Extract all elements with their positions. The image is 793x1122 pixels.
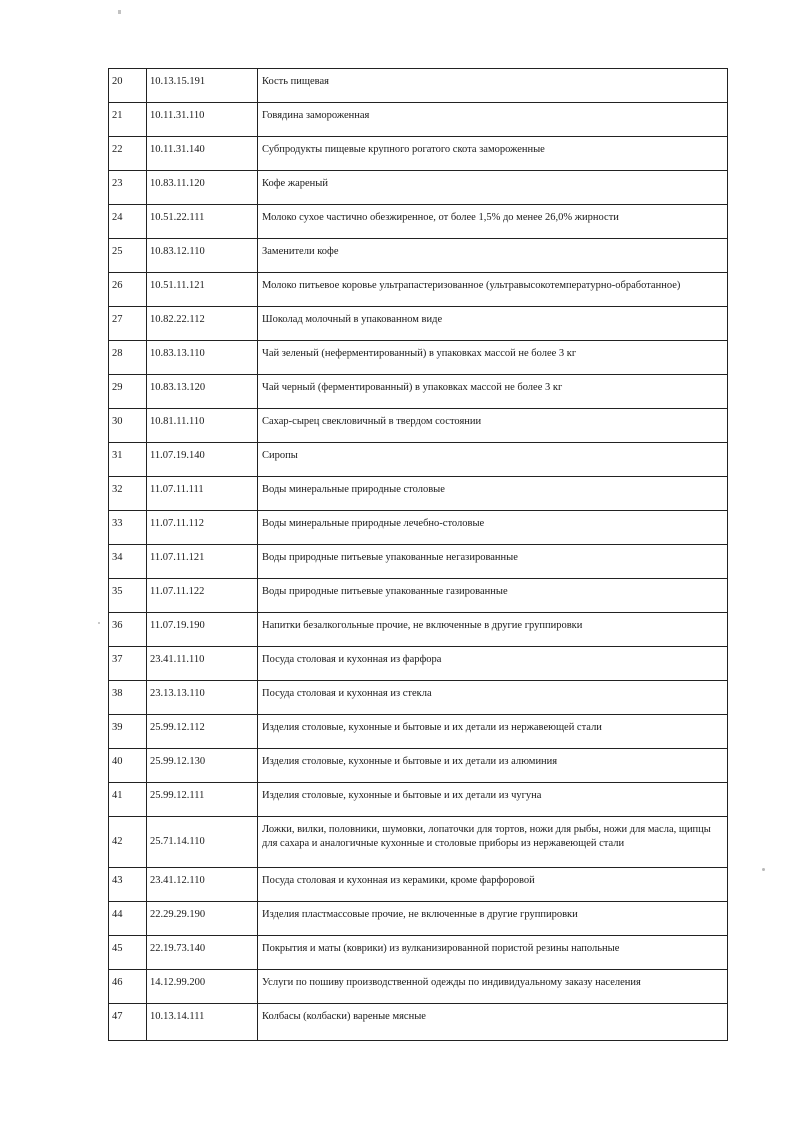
table-row — [109, 69, 728, 103]
row-number-cell: 20 — [109, 69, 147, 103]
okpd-code-cell: 11.07.19.190 — [147, 613, 258, 647]
row-number-cell: 29 — [109, 375, 147, 409]
item-name-cell: Посуда столовая и кухонная из керамики, кроме фарфоровой — [258, 868, 728, 902]
row-number-cell: 25 — [109, 239, 147, 273]
item-name-cell: Изделия пластмассовые прочие, не включенные в другие группировки — [258, 902, 728, 936]
okpd-code-cell: 11.07.11.122 — [147, 579, 258, 613]
scan-speck — [98, 622, 100, 624]
row-number-cell: 41 — [109, 783, 147, 817]
table-row — [109, 936, 728, 970]
row-number-cell: 33 — [109, 511, 147, 545]
scan-mark — [118, 10, 121, 14]
okpd-code-cell: 23.41.11.110 — [147, 647, 258, 681]
item-name-cell: Изделия столовые, кухонные и бытовые и их детали из чугуна — [258, 783, 728, 817]
okpd-code-cell: 10.82.22.112 — [147, 307, 258, 341]
row-number-cell: 44 — [109, 902, 147, 936]
table-row — [109, 409, 728, 443]
okpd-code-cell: 25.99.12.130 — [147, 749, 258, 783]
table-row — [109, 273, 728, 307]
row-number-cell: 34 — [109, 545, 147, 579]
item-name-cell: Посуда столовая и кухонная из стекла — [258, 681, 728, 715]
row-number-cell: 38 — [109, 681, 147, 715]
row-number-cell: 22 — [109, 137, 147, 171]
table-body — [109, 69, 728, 1041]
okpd-code-cell: 10.83.13.110 — [147, 341, 258, 375]
scan-speck — [762, 868, 765, 871]
table-row — [109, 613, 728, 647]
okpd-code-cell: 11.07.11.112 — [147, 511, 258, 545]
table-row — [109, 970, 728, 1004]
okpd-code-cell: 11.07.11.111 — [147, 477, 258, 511]
row-number-cell: 39 — [109, 715, 147, 749]
okpd-code-cell: 11.07.11.121 — [147, 545, 258, 579]
table-row — [109, 477, 728, 511]
table-row — [109, 103, 728, 137]
table-row — [109, 868, 728, 902]
item-name-cell: Кость пищевая — [258, 69, 728, 103]
item-name-cell: Посуда столовая и кухонная из фарфора — [258, 647, 728, 681]
okpd-codes-table — [108, 68, 728, 1041]
okpd-code-cell: 10.13.14.111 — [147, 1004, 258, 1041]
table-row — [109, 902, 728, 936]
table-row — [109, 749, 728, 783]
okpd-code-cell: 22.19.73.140 — [147, 936, 258, 970]
row-number-cell: 27 — [109, 307, 147, 341]
okpd-code-cell: 25.99.12.111 — [147, 783, 258, 817]
okpd-code-cell: 23.41.12.110 — [147, 868, 258, 902]
okpd-code-cell: 10.83.11.120 — [147, 171, 258, 205]
item-name-cell: Воды минеральные природные столовые — [258, 477, 728, 511]
row-number-cell: 26 — [109, 273, 147, 307]
row-number-cell: 24 — [109, 205, 147, 239]
item-name-cell: Субпродукты пищевые крупного рогатого скота замороженные — [258, 137, 728, 171]
item-name-cell: Услуги по пошиву производственной одежды по индивидуальному заказу населения — [258, 970, 728, 1004]
item-name-cell: Молоко питьевое коровье ультрапастеризованное (ультравысокотемпературно-обработанное) — [258, 273, 728, 307]
okpd-code-cell: 10.81.11.110 — [147, 409, 258, 443]
table-row — [109, 647, 728, 681]
item-name-cell: Сиропы — [258, 443, 728, 477]
okpd-code-cell: 10.11.31.110 — [147, 103, 258, 137]
row-number-cell: 23 — [109, 171, 147, 205]
table-row — [109, 205, 728, 239]
item-name-cell: Изделия столовые, кухонные и бытовые и их детали из алюминия — [258, 749, 728, 783]
row-number-cell: 31 — [109, 443, 147, 477]
table-row — [109, 307, 728, 341]
item-name-cell: Покрытия и маты (коврики) из вулканизированной пористой резины напольные — [258, 936, 728, 970]
item-name-cell: Сахар-сырец свекловичный в твердом состоянии — [258, 409, 728, 443]
row-number-cell: 40 — [109, 749, 147, 783]
table-row — [109, 341, 728, 375]
table-row — [109, 681, 728, 715]
row-number-cell: 32 — [109, 477, 147, 511]
okpd-code-cell: 22.29.29.190 — [147, 902, 258, 936]
row-number-cell: 47 — [109, 1004, 147, 1041]
item-name-cell: Воды природные питьевые упакованные газированные — [258, 579, 728, 613]
table-row — [109, 579, 728, 613]
okpd-code-cell: 23.13.13.110 — [147, 681, 258, 715]
table-row — [109, 783, 728, 817]
item-name-cell: Молоко сухое частично обезжиренное, от более 1,5% до менее 26,0% жирности — [258, 205, 728, 239]
okpd-code-cell: 10.13.15.191 — [147, 69, 258, 103]
item-name-cell: Чай черный (ферментированный) в упаковках массой не более 3 кг — [258, 375, 728, 409]
okpd-code-cell: 10.83.12.110 — [147, 239, 258, 273]
table-row — [109, 511, 728, 545]
item-name-cell: Ложки, вилки, половники, шумовки, лопаточки для тортов, ножи для рыбы, ножи для масла, щипцы для сахара и аналогичные кухонные и столовые приборы из нержавеющей стали — [258, 817, 728, 868]
table-row — [109, 715, 728, 749]
table-row — [109, 545, 728, 579]
item-name-cell: Воды природные питьевые упакованные негазированные — [258, 545, 728, 579]
table-row — [109, 817, 728, 868]
row-number-cell: 28 — [109, 341, 147, 375]
okpd-code-cell: 10.11.31.140 — [147, 137, 258, 171]
table-row — [109, 443, 728, 477]
row-number-cell: 46 — [109, 970, 147, 1004]
okpd-code-cell: 25.71.14.110 — [147, 817, 258, 868]
item-name-cell: Шоколад молочный в упакованном виде — [258, 307, 728, 341]
row-number-cell: 37 — [109, 647, 147, 681]
okpd-code-cell: 25.99.12.112 — [147, 715, 258, 749]
table-row — [109, 375, 728, 409]
table-row — [109, 137, 728, 171]
item-name-cell: Изделия столовые, кухонные и бытовые и их детали из нержавеющей стали — [258, 715, 728, 749]
table-row — [109, 239, 728, 273]
row-number-cell: 21 — [109, 103, 147, 137]
row-number-cell: 36 — [109, 613, 147, 647]
row-number-cell: 45 — [109, 936, 147, 970]
table-row — [109, 171, 728, 205]
table-row — [109, 1004, 728, 1041]
row-number-cell: 42 — [109, 817, 147, 868]
row-number-cell: 30 — [109, 409, 147, 443]
okpd-code-cell: 10.83.13.120 — [147, 375, 258, 409]
item-name-cell: Напитки безалкогольные прочие, не включенные в другие группировки — [258, 613, 728, 647]
item-name-cell: Чай зеленый (неферментированный) в упаковках массой не более 3 кг — [258, 341, 728, 375]
item-name-cell: Говядина замороженная — [258, 103, 728, 137]
row-number-cell: 43 — [109, 868, 147, 902]
okpd-code-cell: 14.12.99.200 — [147, 970, 258, 1004]
item-name-cell: Колбасы (колбаски) вареные мясные — [258, 1004, 728, 1041]
okpd-code-cell: 10.51.11.121 — [147, 273, 258, 307]
item-name-cell: Воды минеральные природные лечебно-столовые — [258, 511, 728, 545]
item-name-cell: Заменители кофе — [258, 239, 728, 273]
okpd-code-cell: 11.07.19.140 — [147, 443, 258, 477]
row-number-cell: 35 — [109, 579, 147, 613]
item-name-cell: Кофе жареный — [258, 171, 728, 205]
okpd-code-cell: 10.51.22.111 — [147, 205, 258, 239]
